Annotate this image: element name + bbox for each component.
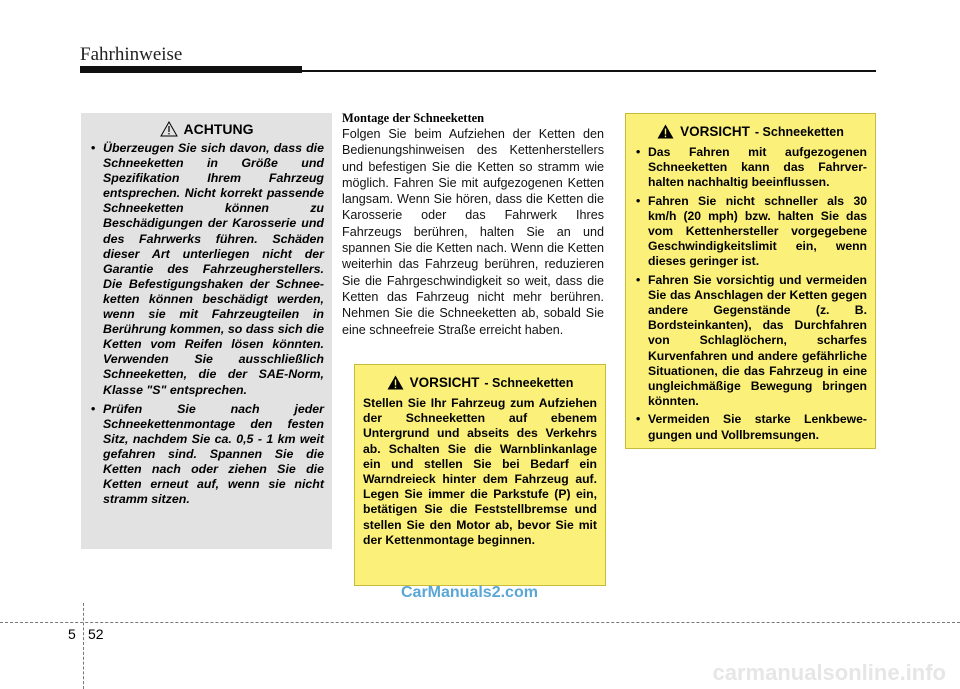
vorsicht-item: • Fahren Sie nicht schneller als 30 km/h (20 mph) bzw. halten Sie das vom Kettenhersteller vorgegebene Geschwindigkeitslimit ein, wenn dieses geringer ist. (634, 194, 867, 270)
vorsicht-item: • Das Fahren mit aufgezogenen Schneeketten kann das Fahrver-halten nachhaltig beeinflussen. (634, 145, 867, 191)
vorsicht-subtitle: - Schneeketten (484, 375, 574, 390)
section-heading: Montage der Schneeketten (342, 111, 485, 125)
watermark-link[interactable]: CarManuals2.com (401, 584, 538, 601)
warning-triangle-icon (387, 375, 404, 390)
vorsicht-body: Stellen Sie Ihr Fahrzeug zum Aufziehen der Schneeketten auf ebenem Untergrund und abseits des Verkehrs ab. Schalten Sie die Warnblinkanlage ein und stellen Sie bei Bedarf ein Warndreieck hinter dem Fahrzeug auf. Legen Sie immer die Parkstufe (P) ein, betätigen Sie die Feststellbremse und stellen Sie den Motor ab, bevor Sie mit der Kettenmontage beginnen. (363, 396, 597, 547)
footer-divider (0, 622, 960, 623)
vorsicht-title-row (363, 375, 597, 390)
page-number: 52 (88, 626, 104, 642)
vorsicht-box-1 (354, 364, 606, 586)
vorsicht-title-row (634, 124, 867, 139)
achtung-title: ACHTUNG (183, 121, 254, 137)
chapter-number: 5 (68, 626, 76, 642)
vorsicht-box-2 (625, 113, 876, 449)
achtung-item: • Prüfen Sie nach jeder Schneekettenmontage den festen Sitz, nachdem Sie ca. 0,5 - 1 km weit gefahren sind. Spannen Sie die Ketten nach oder ziehen Sie die Ketten erneut auf, wenn sie nicht stramm sitzen. (89, 402, 324, 508)
achtung-list (89, 141, 324, 507)
watermark-footer: carmanualsonline.info (712, 660, 946, 685)
footer-vertical-divider (83, 603, 84, 689)
achtung-item: • Überzeugen Sie sich davon, dass die Schneeketten in Größe und Spezifikation Ihrem Fahrzeug entsprechen. Nicht korrekt passende Schneeketten können zu Beschädigungen der Karosserie und des Fahrwerks führen. Schäden dieser Art unterliegen nicht der Garantie des Fahrzeugherstellers. Die Befestigungshaken der Schnee-ketten können beschädigt werden, wenn sie mit Fahrzeugteilen in Berührung kommen, so dass sich die Ketten vom Reifen lösen könnten. Verwenden Sie ausschließlich Schneeketten, die der SAE-Norm, Klasse "S" entsprechen. (89, 141, 324, 398)
warning-triangle-icon (657, 124, 674, 139)
achtung-box (81, 113, 332, 549)
header-rule-thick (80, 66, 302, 73)
page-header-title: Fahrhinweise (80, 44, 183, 65)
vorsicht-item: • Fahren Sie vorsichtig und vermeiden Sie das Anschlagen der Ketten gegen andere Gegenstände (z. B. Bordsteinkanten), das Durchfahren von Schlaglöchern, scharfes Kurvenfahren und andere gefährliche Situationen, die das Fahrzeug in eine ungleichmäßige Bewegung bringen könnten. (634, 273, 867, 410)
vorsicht-list (634, 145, 867, 443)
vorsicht-title: VORSICHT (680, 124, 750, 139)
vorsicht-item: • Vermeiden Sie starke Lenkbewe-gungen und Vollbremsungen. (634, 412, 867, 442)
warning-outline-icon (160, 121, 178, 137)
vorsicht-title: VORSICHT (409, 375, 480, 390)
section-body: Folgen Sie beim Aufziehen der Ketten den Bedienungshinweisen des Kettenherstellers und befestigen Sie die Ketten so stramm wie möglich. Fahren Sie mit aufgezogenen Ketten langsam. Wenn Sie hören, dass die Ketten die Karosserie oder das Fahrwerk Ihres Fahrzeugs berühren, halten Sie an und spannen Sie die Ketten nach. Wenn die Ketten weiterhin das Fahrzeug berühren, reduzieren Sie die Fahrgeschwindigkeit so weit, dass die Ketten das Fahrzeug nicht mehr berühren. Nehmen Sie die Schneeketten ab, sobald Sie eine schneefreie Straße erreicht haben. (342, 127, 604, 337)
vorsicht-subtitle: - Schneeketten (754, 124, 844, 139)
header-rule-thin (302, 70, 876, 72)
achtung-title-row (89, 121, 324, 137)
